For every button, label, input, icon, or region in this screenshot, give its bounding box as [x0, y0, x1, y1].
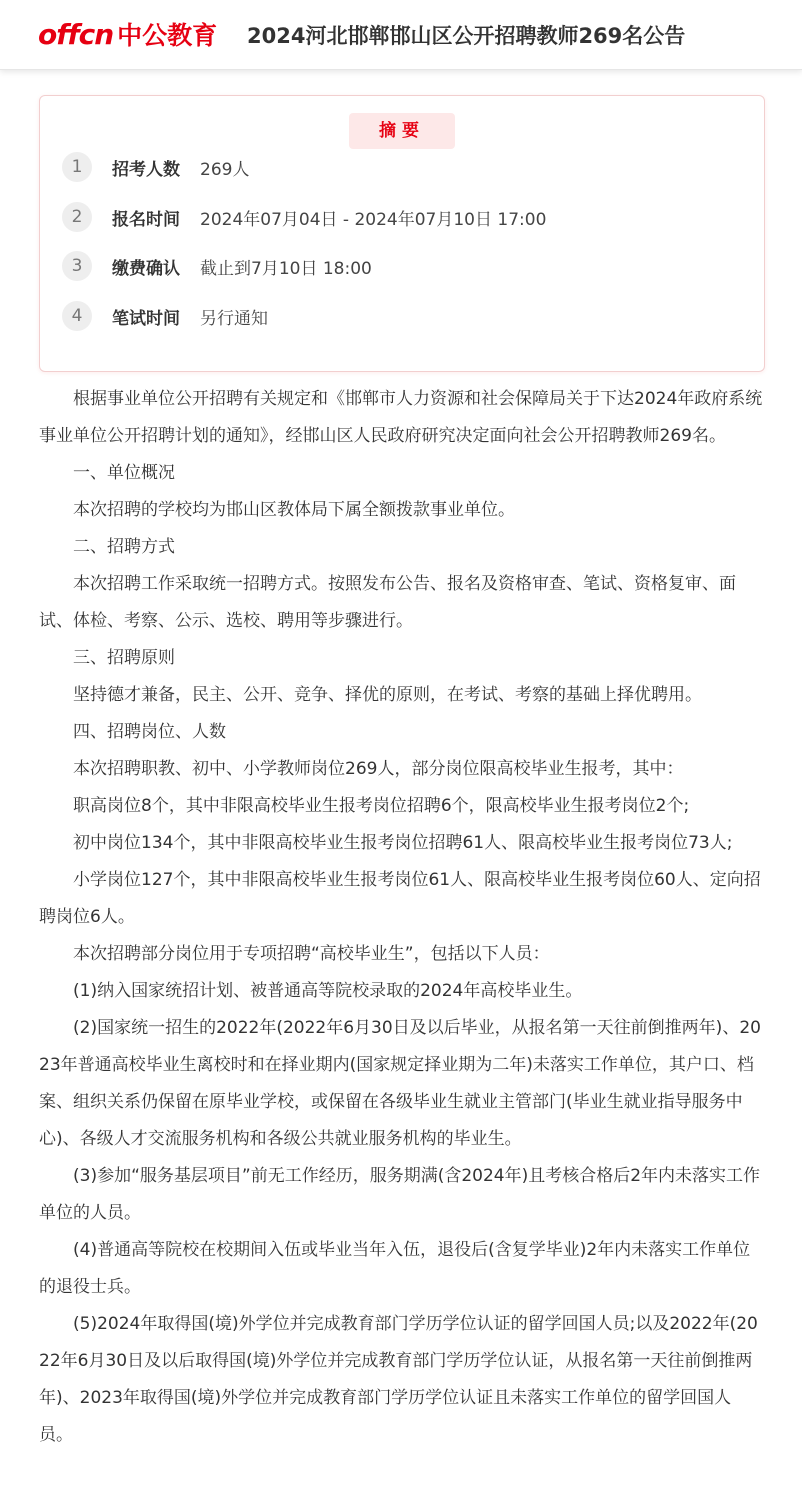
site-header — [0, 0, 802, 70]
section-heading: 二、招聘方式 — [73, 537, 175, 557]
logo-mark: offcn — [38, 17, 114, 51]
summary-label: 笔试时间 — [112, 308, 180, 329]
number-badge: 3 — [62, 251, 92, 281]
summary-row — [62, 300, 268, 332]
paragraph: 本次招聘职教、初中、小学教师岗位269人，部分岗位限高校毕业生报考，其中： — [73, 759, 684, 779]
page-title: 2024河北邯郸邯山区公开招聘教师269名公告 — [247, 24, 686, 48]
paragraph: 小学岗位127个，其中非限高校毕业生报考岗位61人、限高校毕业生报考岗位60人、定向招聘岗位6人。 — [39, 870, 761, 927]
number-badge: 1 — [62, 152, 92, 182]
summary-row — [62, 250, 372, 282]
summary-row — [62, 201, 546, 233]
paragraph: 本次招聘的学校均为邯山区教体局下属全额拨款事业单位。 — [73, 500, 515, 520]
summary-box — [39, 95, 765, 372]
paragraph: 初中岗位134个，其中非限高校毕业生报考岗位招聘61人、限高校毕业生报考岗位73人; — [73, 833, 733, 853]
section-heading: 三、招聘原则 — [73, 648, 175, 668]
list-item: (2)国家统一招生的2022年(2022年6月30日及以后毕业，从报名第一天往前倒推两年)、2023年普通高校毕业生离校时和在择业期内(国家规定择业期为二年)未落实工作单位，其户口、档案、组织关系仍保留在原毕业学校，或保留在各级毕业生就业主管部门(毕业生就业指导服务中心)、各级人才交流服务机构和各级公共就业服务机构的毕业生。 — [39, 1018, 761, 1149]
summary-row — [62, 151, 249, 183]
list-item: (3)参加“服务基层项目”前无工作经历，服务期满(含2024年)且考核合格后2年内未落实工作单位的人员。 — [39, 1166, 761, 1223]
summary-value: 截止到7月10日 18:00 — [200, 258, 372, 279]
number-badge: 4 — [62, 301, 92, 331]
summary-label: 缴费确认 — [112, 258, 180, 279]
section-heading: 一、单位概况 — [73, 463, 175, 483]
offcn-logo[interactable] — [38, 14, 217, 54]
summary-value: 269人 — [200, 159, 250, 180]
article-body — [39, 381, 765, 1454]
list-item: (1)纳入国家统招计划、被普通高等院校录取的2024年高校毕业生。 — [73, 981, 583, 1001]
summary-label: 报名时间 — [112, 209, 180, 230]
list-item: (5)2024年取得国(境)外学位并完成教育部门学历学位认证的留学回国人员;以及2022年(2022年6月30日及以后取得国(境)外学位并完成教育部门学历学位认证，从报名第一天往前倒推两年)、2023年取得国(境)外学位并完成教育部门学历学位认证且未落实工作单位的留学回国人员。 — [39, 1314, 758, 1445]
paragraph: 本次招聘部分岗位用于专项招聘“高校毕业生”，包括以下人员： — [73, 944, 550, 964]
list-item: (4)普通高等院校在校期间入伍或毕业当年入伍，退役后(含复学毕业)2年内未落实工作单位的退役士兵。 — [39, 1240, 751, 1297]
paragraph: 本次招聘工作采取统一招聘方式。按照发布公告、报名及资格审查、笔试、资格复审、面试、体检、考察、公示、选校、聘用等步骤进行。 — [39, 574, 736, 631]
summary-value: 2024年07月04日 - 2024年07月10日 17:00 — [200, 209, 547, 230]
intro-paragraph: 根据事业单位公开招聘有关规定和《邯郸市人力资源和社会保障局关于下达2024年政府系统事业单位公开招聘计划的通知》，经邯山区人民政府研究决定面向社会公开招聘教师269名。 — [39, 389, 763, 446]
summary-badge: 摘要 — [349, 113, 455, 149]
logo-text: 中公教育 — [117, 21, 218, 50]
paragraph: 坚持德才兼备，民主、公开、竞争、择优的原则，在考试、考察的基础上择优聘用。 — [73, 685, 702, 705]
number-badge: 2 — [62, 202, 92, 232]
section-heading: 四、招聘岗位、人数 — [73, 722, 226, 742]
paragraph: 职高岗位8个，其中非限高校毕业生报考岗位招聘6个，限高校毕业生报考岗位2个; — [73, 796, 690, 816]
summary-value: 另行通知 — [200, 308, 268, 329]
summary-label: 招考人数 — [112, 159, 180, 180]
